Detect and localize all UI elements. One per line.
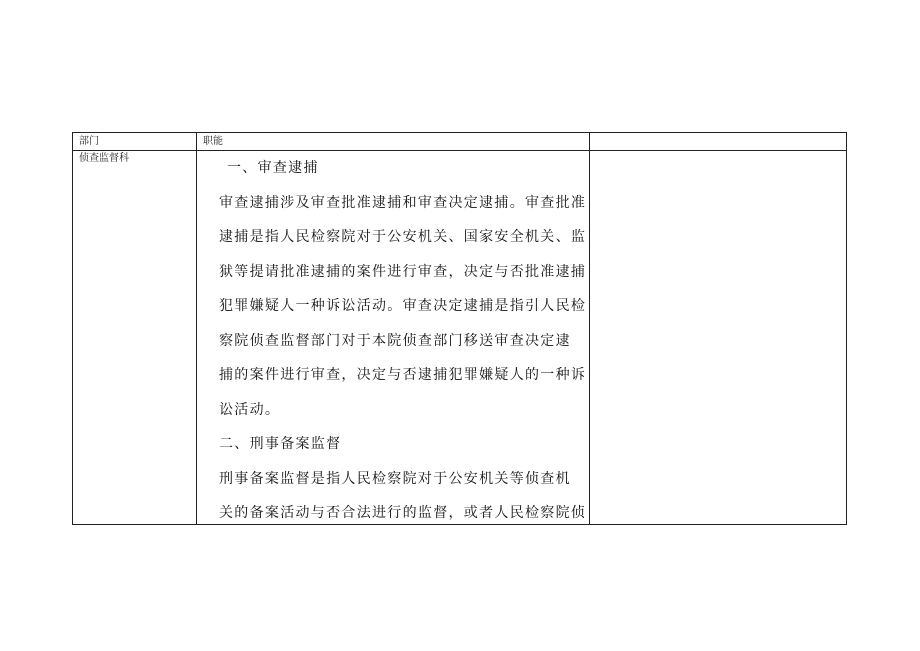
body-line: 关的备案活动与否合法进行的监督，或者人民检察院侦 [219, 505, 587, 521]
function-description [197, 151, 589, 525]
body-line: 逮捕是指人民检察院对于公安机关、国家安全机关、监 [219, 229, 587, 245]
body-line: 犯罪嫌疑人一种诉讼活动。审查决定逮捕是指引人民检 [219, 298, 587, 314]
header-department: 部门 [79, 136, 99, 147]
section-heading-1: 一、审查逮捕 [227, 160, 319, 176]
body-line: 察院侦查监督部门对于本院侦查部门移送审查决定逮 [219, 332, 571, 349]
department-function-table [72, 132, 847, 525]
body-line: 捕的案件进行审查，决定与否逮捕犯罪嫌疑人的一种诉 [219, 367, 587, 383]
column-divider-2 [589, 133, 590, 524]
section-heading-2: 二、刑事备案监督 [219, 436, 342, 452]
body-line: 刑事备案监督是指人民检察院对于公安机关等侦查机 [219, 470, 571, 487]
body-line: 狱等提请批准逮捕的案件进行审查，决定与否批准逮捕 [219, 263, 587, 280]
department-name: 侦查监督科 [79, 153, 129, 164]
body-line: 讼活动。 [219, 401, 281, 418]
header-function: 职能 [203, 136, 223, 147]
body-line: 审查逮捕涉及审查批准逮捕和审查决定逮捕。审查批准 [219, 194, 587, 211]
